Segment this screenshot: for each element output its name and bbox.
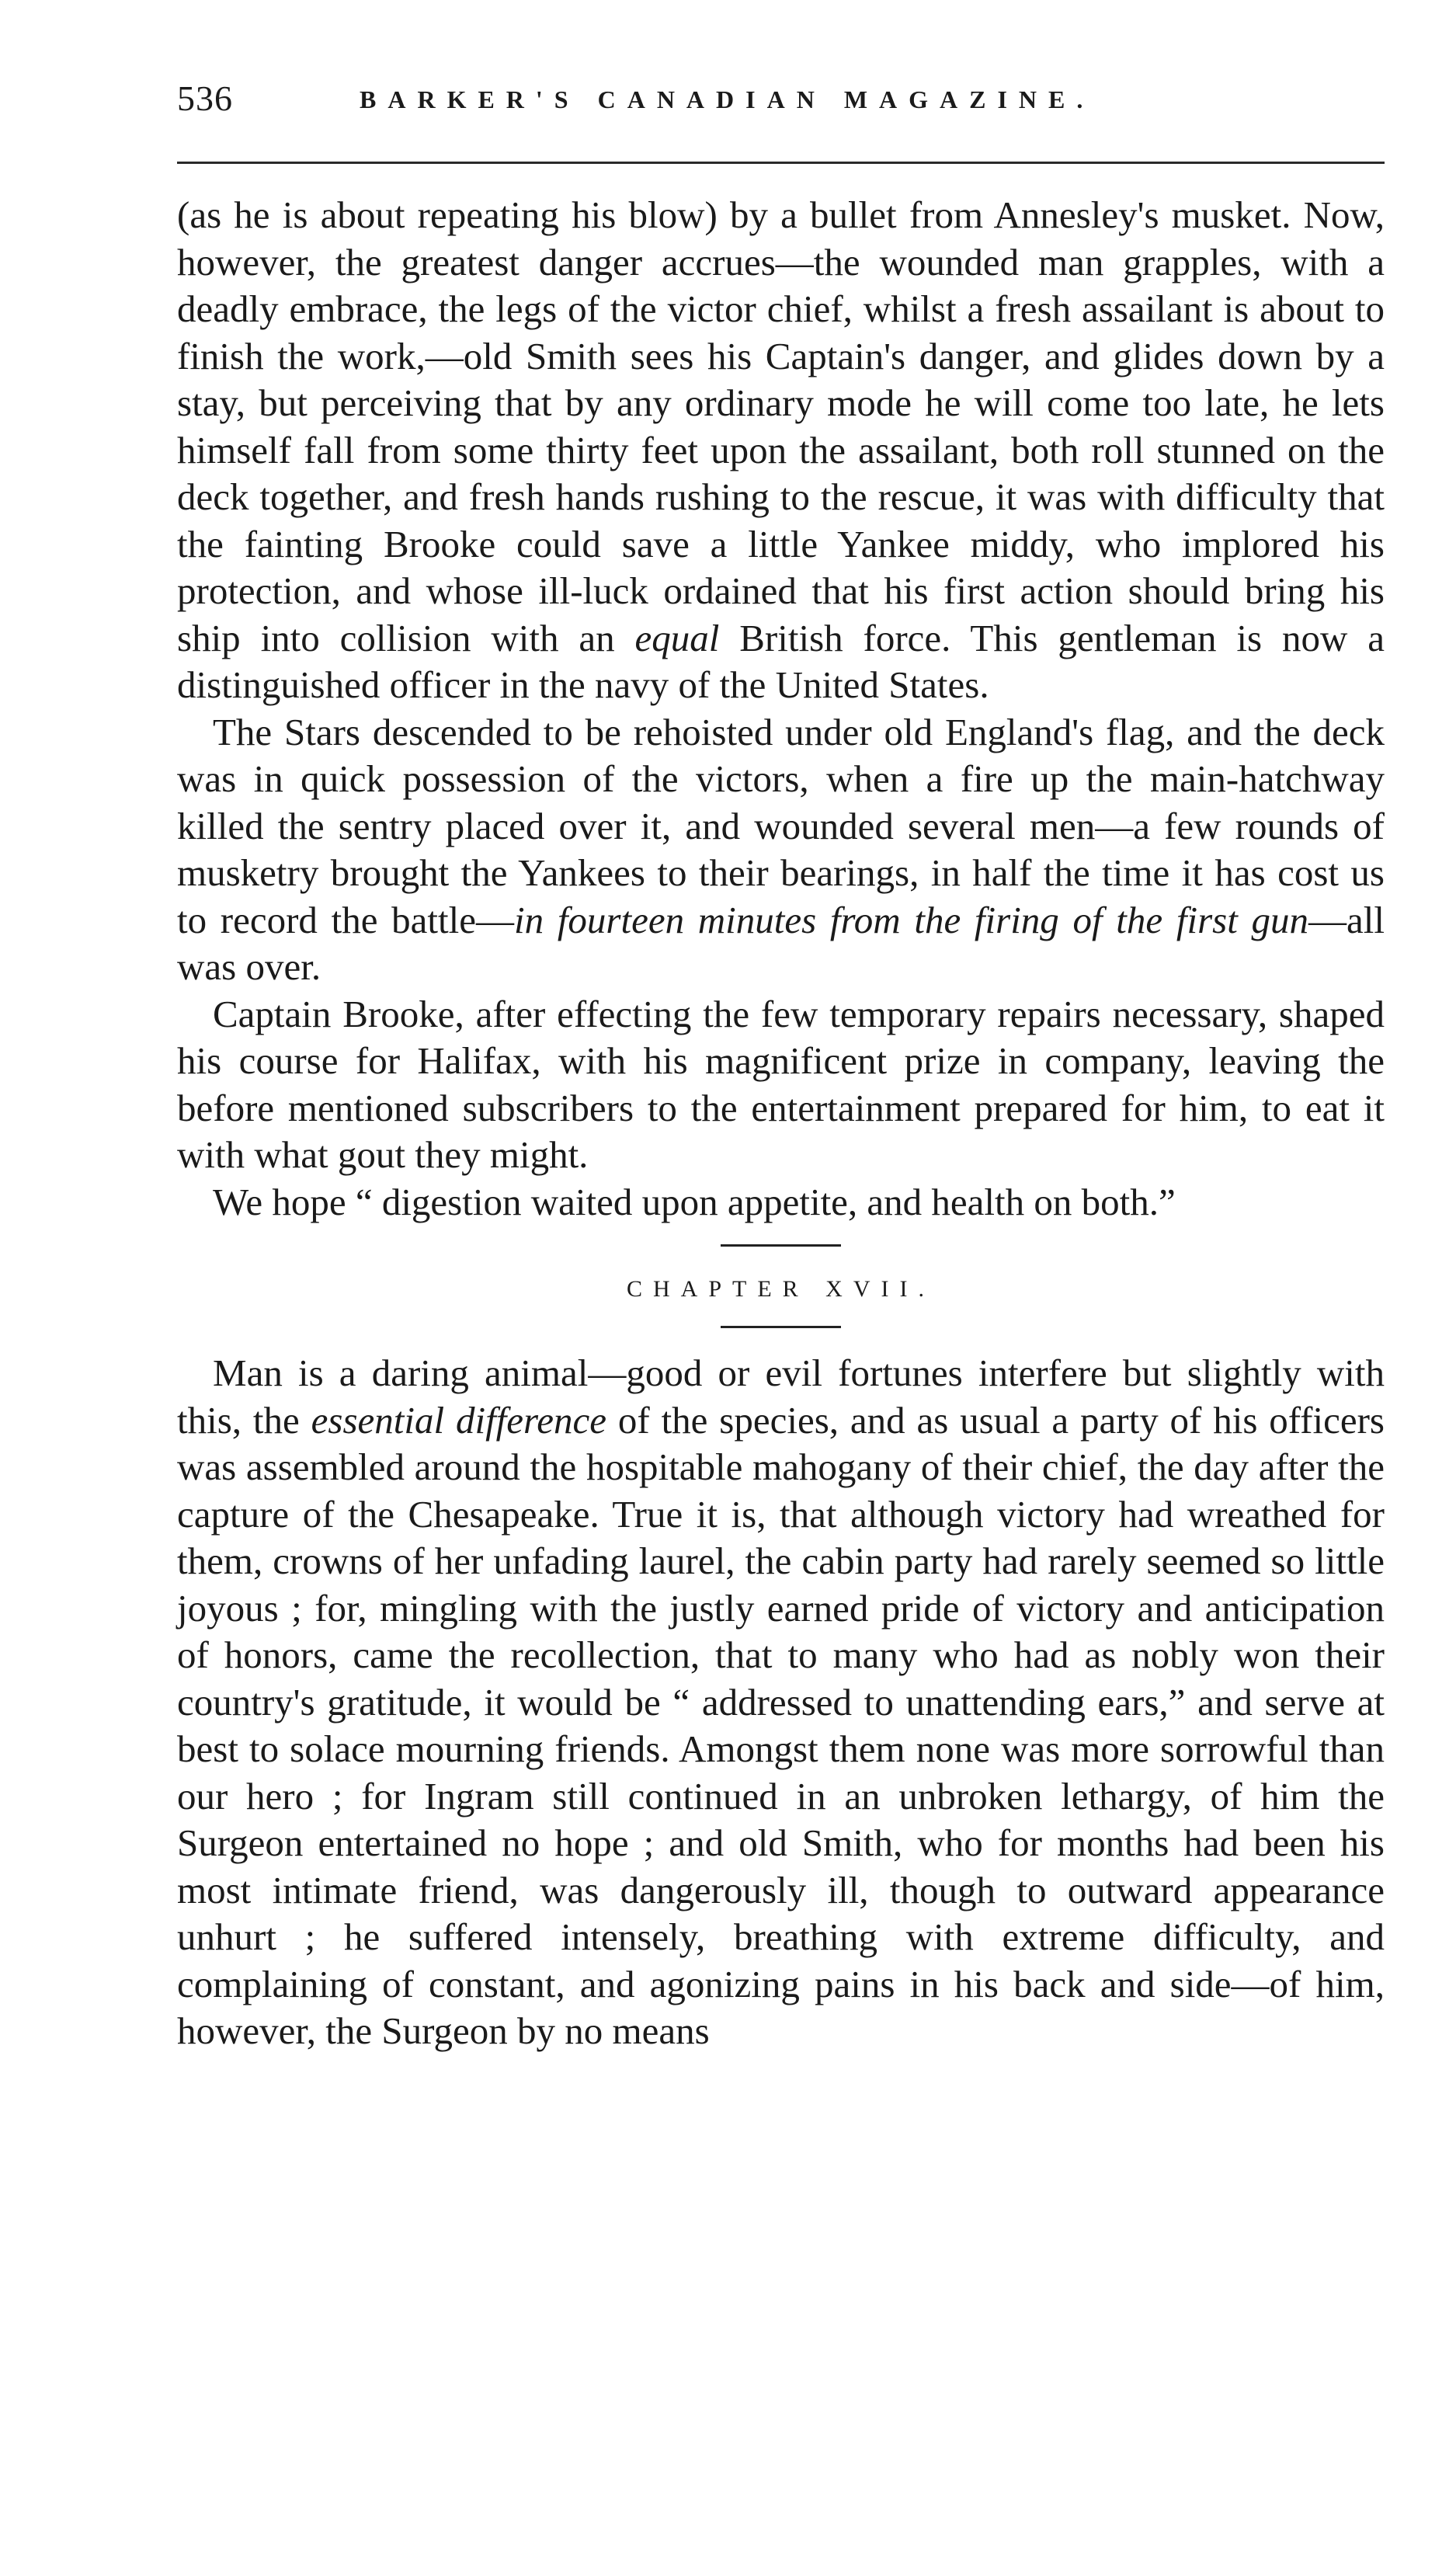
- chapter-heading-block: [177, 1244, 1385, 1328]
- page-number: 536: [177, 78, 233, 118]
- page-header: [177, 78, 1385, 132]
- italic-phrase: in fourteen minutes from the firing of the first gun: [514, 898, 1309, 941]
- italic-phrase: equal: [634, 616, 720, 659]
- paragraph: Captain Brooke, after effecting the few temporary repairs necessary, shaped his course for Halifax, with his magnificent prize in company, leaving the before mentioned subscribers to the entertainment prepared for him, to eat it with what gout they might.: [177, 992, 1385, 1176]
- paragraph: The Stars descended to be rehoisted under old England's flag, and the deck was in quick possession of the victors, when a fire up the main-hatchway killed the sentry placed over it, and wounded several men—a few rounds of musketry brought the Yankees to their bearings, in half the time it has cost us to record the battle—in fourteen minutes from the firing of the first gun—all was over.: [177, 710, 1385, 988]
- chapter-rule-top: [721, 1244, 841, 1247]
- book-page: [177, 78, 1385, 2055]
- chapter-paragraph: Man is a daring animal—good or evil fortunes interfere but slightly with this, the essential difference of the species, and as usual a party of his officers was assembled around the hospitable mahogany of their chief, the day after the capture of the Chesapeake. True it is, that although victory had wreathed for them, crowns of her unfading laurel, the cabin party had rarely seemed so little joyous ; for, mingling with the justly earned pride of victory and anticipation of honors, came the recollection, that to many who had as nobly won their country's gratitude, it would be “ addressed to unattending ears,” and serve at best to solace mourning friends. Amongst them none was more sorrowful than our hero ; for Ingram still continued in an unbroken lethargy, of him the Surgeon entertained no hope ; and old Smith, who for months had been his most intimate friend, was dangerously ill, though to outward appearance unhurt ; he suffered intensely, breathing with extreme difficulty, and complaining of constant, and agonizing pains in his back and side—of him, however, the Surgeon by no means: [177, 1351, 1385, 2052]
- running-head: BARKER'S CANADIAN MAGAZINE.: [360, 85, 1095, 113]
- chapter-heading: CHAPTER XVII.: [627, 1276, 935, 1302]
- paragraph: We hope “ digestion waited upon appetite, and health on both.”: [213, 1180, 1176, 1223]
- paragraph: (as he is about repeating his blow) by a bullet from Annesley's musket. Now, however, the greatest danger accrues—the wounded man grapples, with a deadly embrace, the legs of the victor chief, whilst a fresh assailant is about to finish the work,—old Smith sees his Captain's danger, and glides down by a stay, but perceiving that by any ordinary mode he will come too late, he lets himself fall from some thirty feet upon the assailant, both roll stunned on the deck together, and fresh hands rushing to the rescue, it was with difficulty that the fainting Brooke could save a little Yankee middy, who implored his protection, and whose ill-luck ordained that his first action should bring his ship into collision with an equal British force. This gentleman is now a distinguished officer in the navy of the United States.: [177, 193, 1385, 706]
- body-text: [177, 192, 1385, 1226]
- italic-phrase: essential difference: [311, 1398, 607, 1442]
- header-rule: [177, 162, 1385, 164]
- chapter-rule-bottom: [721, 1326, 841, 1328]
